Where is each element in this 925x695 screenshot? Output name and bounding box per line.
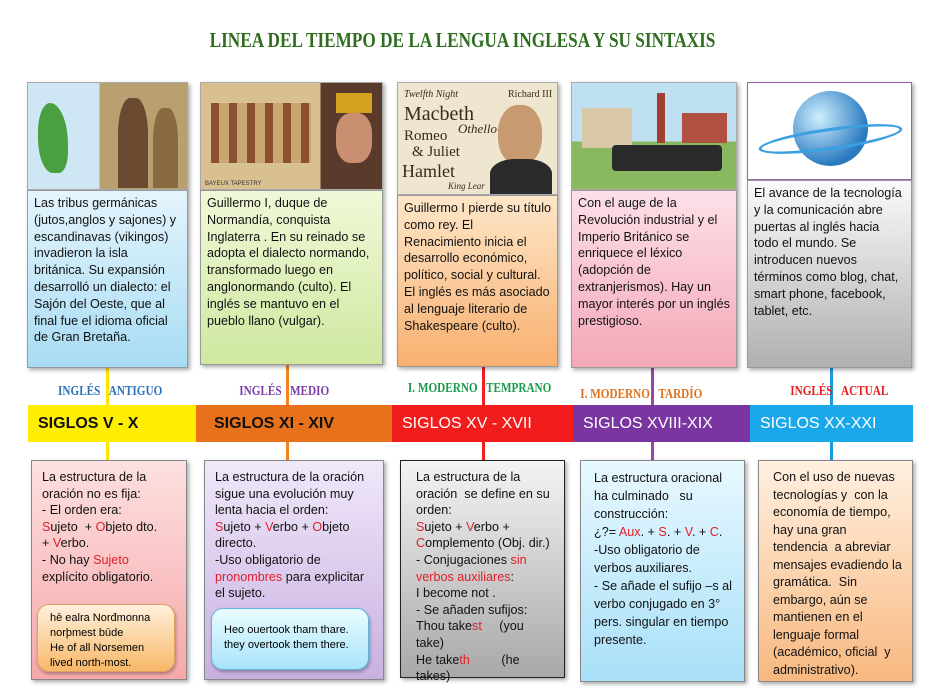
text-segment: . -Uso obligatorio de verbos auxiliares. - Se añade el sufijo –s al verbo conjugado en 3° pers. singular en tiempo presente. <box>594 525 732 647</box>
syntax-box-late-modern <box>580 460 745 682</box>
era-label-part: TARDÍO <box>658 387 703 402</box>
example-quote-middle <box>211 608 369 670</box>
era-label-part: INGLÉS <box>58 384 101 399</box>
image-word: Twelfth Night <box>404 89 458 100</box>
era-label-early-modern <box>408 381 551 397</box>
image-word: Othello <box>458 121 497 136</box>
text-segment: ujeto + <box>223 519 266 534</box>
highlighted-text: C <box>416 536 426 551</box>
quote-line: they overtook them there. <box>224 639 349 651</box>
quote-line: Heo ouertook tham thare. <box>224 624 349 636</box>
shakespeare-image <box>397 82 558 195</box>
highlighted-text: th <box>459 652 470 667</box>
card-text: Guillermo I, duque de Normandía, conquista Inglaterra . En su reinado se adopta el dialecto normando, transformado luego en anglonormando (culto). El inglés se mantuvo en el pueblo llano (vulgar). <box>200 190 383 365</box>
highlighted-text: V <box>52 536 61 551</box>
timeline-segment-xv-xvii: SIGLOS XV - XVII <box>392 405 573 442</box>
syntax-text <box>42 469 176 585</box>
text-segment: ujeto + <box>424 519 467 534</box>
image-caption: BAYEUX TAPESTRY <box>205 181 262 187</box>
quote-line: norþmest būde <box>50 627 124 639</box>
highlighted-text: Aux <box>618 525 641 539</box>
highlighted-text: V <box>466 519 474 534</box>
quote-line: He of all Norsemen <box>50 642 145 654</box>
syntax-text <box>416 469 554 685</box>
era-label-current <box>790 384 888 400</box>
highlighted-text: O <box>95 519 106 534</box>
timeline-segment-xviii-xix: SIGLOS XVIII-XIX <box>573 405 750 442</box>
highlighted-text: S <box>42 519 51 534</box>
text-segment: explícito obligatorio. <box>42 569 154 584</box>
text-segment: omplemento (Obj. dir.) - Conjugaciones <box>416 536 550 567</box>
text-segment: La estructura de la oración se define en su orden: <box>416 470 550 518</box>
text-segment: bjeto dto. + <box>42 519 158 551</box>
era-label-part: I. MODERNO <box>407 381 478 396</box>
technology-globe-image <box>747 82 912 180</box>
era-label-part: MEDIO <box>289 384 330 399</box>
highlighted-text: Sujeto <box>93 552 129 567</box>
highlighted-text: S <box>658 525 667 539</box>
syntax-text <box>773 469 906 679</box>
text-segment: erbo + <box>473 519 510 534</box>
quote-line: hē ealra Norđmonna <box>50 612 151 624</box>
text-segment: (he takes) <box>416 652 524 684</box>
timeline-segment-xi-xiv: SIGLOS XI - XIV <box>196 405 392 442</box>
syntax-box-current <box>758 460 913 682</box>
era-label-part: I. MODERNO <box>580 387 650 402</box>
text-segment: La estructura oracional ha culminado su construcción: ¿?= <box>594 471 723 539</box>
highlighted-text: O <box>312 519 323 534</box>
syntax-text <box>215 469 373 602</box>
text-segment: Con el uso de nuevas tecnologías y con la economía de tiempo, hay una gran tendencia a abreviar mensajes evadiendo la gramática. Sin embargo, aún se mantienen en el lenguaje formal (académico, oficial y administrativo). <box>773 470 906 677</box>
text-segment: : I become not . - Se añaden sufijos: Thou take <box>416 569 528 634</box>
card-text: El avance de la tecnología y la comunicación abre puertas al inglés hacia todo el mundo. Se introducen nuevos términos como blog, chat, smart phone, facebook, tablet, etc. <box>747 180 912 368</box>
map-vikings-image <box>27 82 188 190</box>
highlighted-text: C <box>709 525 719 539</box>
image-word: Hamlet <box>402 161 455 181</box>
image-word: & Juliet <box>412 144 460 160</box>
card-text: Guillermo I pierde su título como rey. El Renacimiento inicia el desarrollo económico, político, social y cultural. El inglés es más asociado al lenguaje literario de Shakespeare (culto). <box>397 195 558 367</box>
syntax-text <box>594 469 734 649</box>
era-label-part: INGLÉS <box>790 384 833 399</box>
era-label-part: INGLÉS <box>239 384 282 399</box>
text-segment: La estructura de la oración sigue una evolución muy lenta hacia el orden: <box>215 470 365 518</box>
quote-line: lived north-most. <box>50 657 132 669</box>
image-word: Macbeth <box>404 103 474 125</box>
card-text: Con el auge de la Revolución industrial y el Imperio Británico se enriquece el léxico (adopción de extranjerismos). Hay un mayor interés por un inglés prestigioso. <box>571 190 737 368</box>
syntax-box-early-modern <box>400 460 565 684</box>
timeline-segment-xx-xxi: SIGLOS XX-XXI <box>750 405 913 442</box>
highlighted-text: V <box>265 519 273 534</box>
era-label-old <box>58 384 162 400</box>
text-segment: . + <box>640 525 659 539</box>
highlighted-text: S <box>416 519 425 534</box>
image-word: Romeo <box>404 128 448 144</box>
card-late-modern <box>571 82 737 368</box>
highlighted-text: sin verbos auxiliares <box>416 552 531 584</box>
card-old-english <box>27 82 188 368</box>
image-word: King Lear <box>448 181 485 191</box>
text-segment: bjeto directo. -Uso obligatorio de <box>215 519 350 567</box>
page-title: LINEA DEL TIEMPO DE LA LENGUA INGLESA Y SU SINTAXIS <box>209 28 716 52</box>
image-word: Richard III <box>508 89 553 100</box>
era-label-part: TEMPRANO <box>486 381 552 396</box>
highlighted-text: pronombres <box>215 569 283 584</box>
text-segment: erbo. - No hay <box>42 536 90 567</box>
text-segment: erbo + <box>272 519 313 534</box>
card-current <box>747 82 912 368</box>
era-label-part: ACTUAL <box>840 384 889 399</box>
example-quote-old <box>37 604 175 672</box>
text-segment: (you take) He take <box>416 619 524 667</box>
era-label-part: ANTIGUO <box>108 384 163 399</box>
text-segment: La estructura de la oración no es fija: - El orden era: <box>42 470 147 518</box>
highlighted-text: st <box>472 619 482 634</box>
bayeux-tapestry-image <box>200 82 383 190</box>
era-label-middle <box>239 384 329 400</box>
text-segment: . + <box>666 525 685 539</box>
text-segment: para explicitar el sujeto. <box>215 569 368 601</box>
highlighted-text: V <box>684 525 692 539</box>
card-text: Las tribus germánicas (jutos,anglos y sajones) y escandinavas (vikingos) invadieron la isla británica. Su expansión desarrolló un dialecto: el Sajón del Oeste, que al final fue el idioma oficial de Gran Bretaña. <box>27 190 188 368</box>
timeline-segment-v-x: SIGLOS V - X <box>28 405 196 442</box>
card-early-modern <box>397 82 558 367</box>
highlighted-text: S <box>215 519 224 534</box>
era-label-late-modern <box>580 387 702 403</box>
card-middle-english <box>200 82 383 365</box>
industrial-train-image <box>571 82 737 190</box>
text-segment: . + <box>691 525 710 539</box>
text-segment: ujeto + <box>50 519 96 534</box>
